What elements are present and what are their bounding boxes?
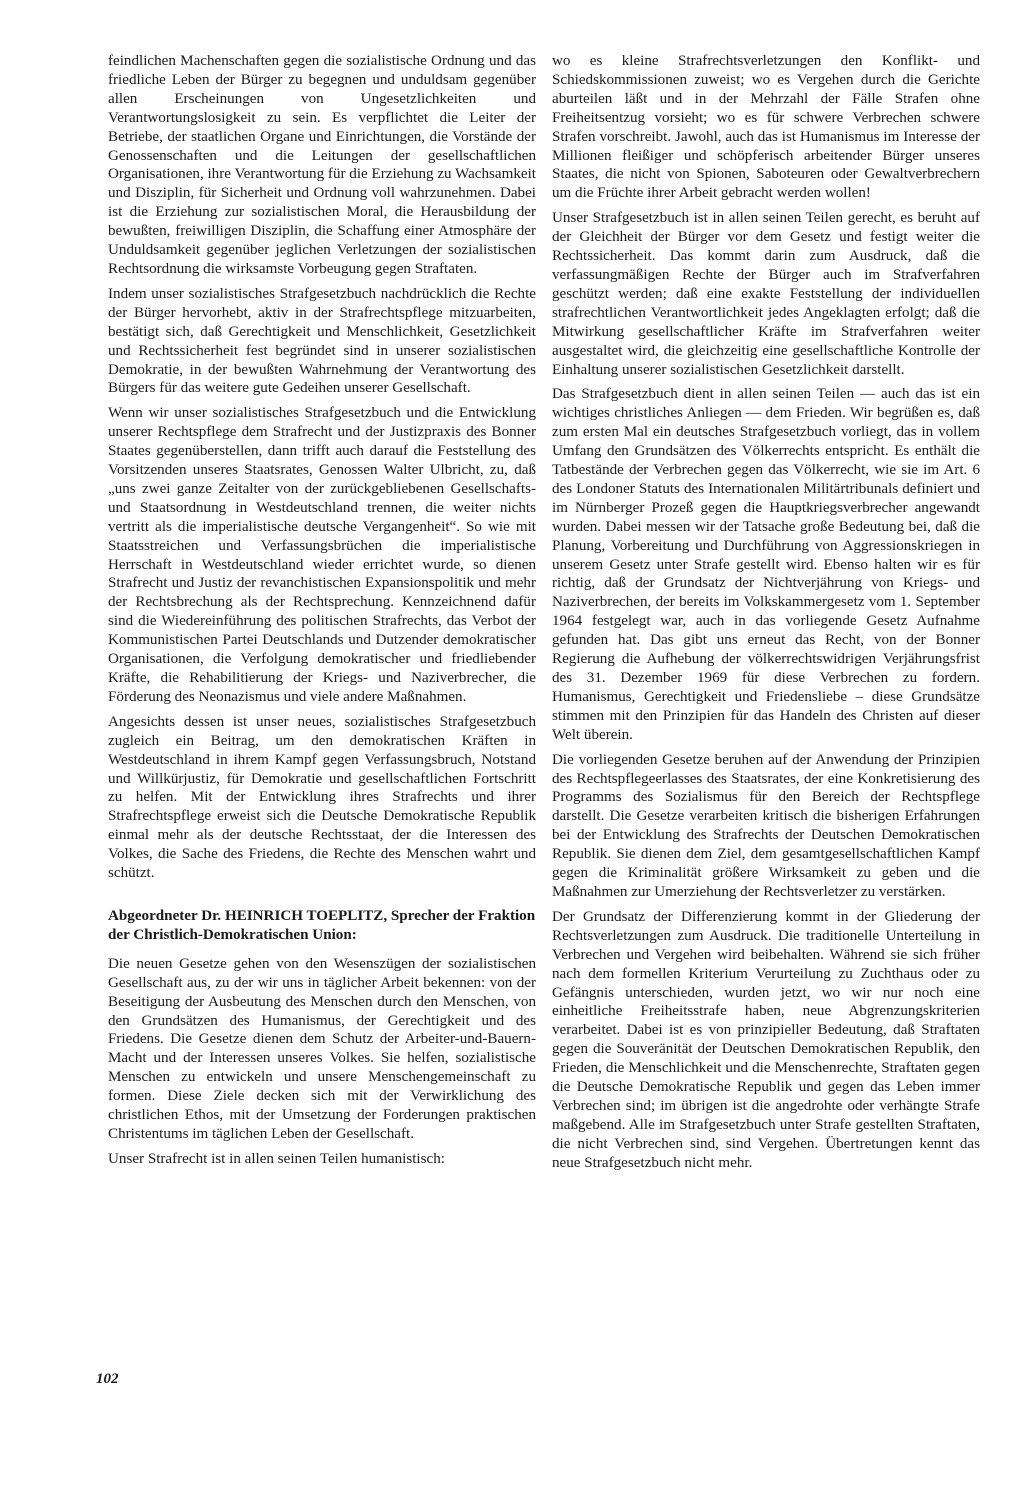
left-column — [108, 52, 536, 1175]
body-paragraph: wo es kleine Strafrechtsverletzungen den Konflikt- und Schiedskommissionen zuweist; wo es Vergehen durch die Gerichte aburteilen läßt und in der Mehrzahl der Fälle Strafen ohne Freiheitsentzug vorsieht; wo es für schwere Verbrechen schwere Strafen vorschreibt. Jawohl, auch das ist Humanismus im Interesse der Millionen fleißiger und schöpferisch arbeitender Bürger unseres Staates, die nicht von Spionen, Saboteuren oder Gewaltverbrechern um die Früchte ihrer Arbeit gebracht werden wollen! — [552, 53, 980, 202]
body-paragraph: Angesichts dessen ist unser neues, sozialistisches Strafgesetzbuch zugleich ein Beitrag, um den demokratischen Kräften in Westdeutschland in ihrem Kampf gegen Verfassungsbruch, Notstand und Willkürjustiz, für Demokratie und gesellschaftlichen Fortschritt zu helfen. Mit der Entwicklung ihres Strafrechts und ihrer Strafrechtspflege erweist sich die Deutsche Demokratische Republik einmal mehr als der deutsche Rechtsstaat, der die Interessen des Volkes, die Sache des Friedens, die Rechte des Menschen wahrt und schützt. — [108, 713, 536, 882]
body-paragraph: Der Grundsatz der Differenzierung kommt in der Gliederung der Rechtsverletzungen zum Ausdruck. Die traditionelle Unterteilung in Verbrechen und Vergehen wird beibehalten. Während sie sich früher nach dem formellen Kriterium Verurteilung zu Zuchthaus oder zu Gefängnis unterschieden, wurden jetzt, wo wir nur noch eine einheitliche Freiheitsstrafe haben, neue Abgrenzungskriterien verarbeitet. Dabei ist es von prinzipieller Bedeutung, daß Straftaten gegen die Souveränität der Deutschen Demokratischen Republik, den Frieden, die Menschlichkeit und die Menschenrechte, Straftaten gegen die Deutsche Demokratische Republik und gegen das Leben immer Verbrechen sind; im übrigen ist die angedrohte oder verhängte Strafe maßgebend. Alle im Strafgesetzbuch unter Strafe gestellten Straftaten, die nicht Verbrechen sind, sind Vergehen. Übertretungen kennt das neue Strafgesetzbuch nicht mehr. — [552, 908, 980, 1171]
body-paragraph: Die vorliegenden Gesetze beruhen auf der Anwendung der Prinzipien des Rechtspflegeerlasses des Staatsrates, der eine Konkretisierung des Programms des Sozialismus für den Bereich der Rechtspflege darstellt. Die Gesetze verarbeiten kritisch die bisherigen Erfahrungen bei der Entwicklung des Strafrechts der Deutschen Demokratischen Republik. Sie dienen dem Ziel, dem gesamtgesellschaftlichen Kampf gegen die Kriminalität größere Wirksamkeit zu geben und die Maßnahmen zur Umerziehung der Rechtsverletzer zu verstärken. — [552, 751, 980, 900]
right-column — [552, 52, 980, 1179]
body-paragraph: Indem unser sozialistisches Strafgesetzbuch nachdrücklich die Rechte der Bürger hervorhebt, aktiv in der Strafrechtspflege mitzuarbeiten, bestätigt sich, daß Gerechtigkeit und Menschlichkeit, Gesetzlichkeit und Rechtssicherheit fest begründet sind in unserer sozialistischen Demokratie, in der bewußten Wahrnehmung der Verantwortung des Bürgers für das weitere gute Gedeihen unserer Gesellschaft. — [108, 285, 536, 397]
body-paragraph: Wenn wir unser sozialistisches Strafgesetzbuch und die Entwicklung unserer Rechtspflege dem Strafrecht und der Justizpraxis des Bonner Staates gegenüberstellen, dann trifft auch darauf die Feststellung des Vorsitzenden unseres Staatsrates, Genossen Walter Ulbricht, zu, daß „uns zwei ganze Zeitalter von der zurückgebliebenen Gesellschafts- und Staatsordnung in Westdeutschland trennen, die weiter nichts vertritt als die imperialistische deutsche Vergangenheit“. So wie mit Staatsstreichen und Verfassungsbrüchen die imperialistische Herrschaft in Westdeutschland wieder errichtet wurde, so dienen Strafrecht und Justiz der revanchistischen Expansionspolitik und mehr der Rechtsbrechung als der Rechtsprechung. Kennzeichnend dafür sind die Wiedereinführung des politischen Strafrechts, das Verbot der Kommunistischen Partei Deutschlands und Dutzender demokratischer Organisationen, die Verfolgung demokratischer und friedliebender Kräfte, die Rehabilitierung der Kriegs- und Naziverbrecher, die Förderung des Neonazismus und viele andere Maßnahmen. — [108, 405, 536, 705]
body-paragraph: Unser Strafgesetzbuch ist in allen seinen Teilen gerecht, es beruht auf der Gleichheit der Bürger vor dem Gesetz und festigt weiter die Rechtssicherheit. Das kommt darin zum Ausdruck, daß die verfassungmäßigen Rechte der Bürger auch im Strafverfahren geschützt werden; daß eine exakte Feststellung der individuellen strafrechtlichen Verantwortlichkeit jedes Angeklagten erfolgt; daß die Mitwirkung gesellschaftlicher Kräfte im Strafverfahren weiter ausgestaltet wird, die gleichzeitig eine gesellschaftliche Kontrolle der Einhaltung unserer sozialistischen Gesetzlichkeit darstellt. — [552, 210, 980, 378]
page-number: 102 — [96, 1371, 119, 1387]
body-paragraph: Unser Strafrecht ist in allen seinen Teilen humanistisch: — [108, 1150, 445, 1167]
body-paragraph: feindlichen Machenschaften gegen die sozialistische Ordnung und das friedliche Leben der Bürger zu begegnen und unduldsam gegenüber allen Erscheinungen von Ungesetzlichkeiten und Verantwortungslosigkeit zu sein. Es verpflichtet die Leiter der Betriebe, der staatlichen Organe und Einrichtungen, die Vorstände der Genossenschaften und die Leitungen der gesellschaftlichen Organisationen, ihre Verantwortung für die Erziehung zu Wachsamkeit und Disziplin, für Sicherheit und Ordnung voll wahrzunehmen. Dabei ist die Erziehung zur sozialistischen Moral, die Herausbildung der bewußten, freiwilligen Disziplin, die Schaffung einer Atmosphäre der Unduldsamkeit gegenüber jeglichen Verletzungen der sozialistischen Rechtsordnung die wirksamste Vorbeugung gegen Straftaten. — [108, 53, 536, 277]
body-paragraph: Das Strafgesetzbuch dient in allen seinen Teilen — auch das ist ein wichtiges christliches Anliegen — dem Frieden. Wir begrüßen es, daß zum ersten Mal ein deutsches Strafgesetzbuch vorliegt, das in vollem Umfang den Grundsätzen des Völkerrechts entspricht. Es enthält die Tatbestände der Verbrechen gegen das Völkerrecht, wie sie im Art. 6 des Londoner Statuts des Internationalen Militärtribunals definiert und im Nürnberger Prozeß gegen die Hauptkriegsverbrecher angewandt wurden. Dabei messen wir der Tatsache große Bedeutung bei, daß die Planung, Vorbereitung und Durchführung von Aggressionskriegen in unserem Gesetz unter Strafe gestellt wird. Ebenso halten wir es für richtig, daß der Grundsatz der Nichtverjährung von Kriegs- und Naziverbrechen, der bereits im Volkskammergesetz vom 1. September 1964 festgelegt war, auch in das vorliegende Gesetz Aufnahme gefunden hat. Das gibt uns erneut das Recht, von der Bonner Regierung die Aufhebung der völkerrechtswidrigen Verjährungsfrist des 31. Dezember 1969 für diese Verbrechen zu fordern. Humanismus, Gerechtigkeit und Friedensliebe – diese Grundsätze stimmen mit den Prinzipien für das Handeln des Christen auf dieser Welt überein. — [552, 386, 980, 743]
body-paragraph: Die neuen Gesetze gehen von den Wesenszügen der sozialistischen Gesellschaft aus, zu der wir uns in täglicher Arbeit bekennen: von der Beseitigung der Ausbeutung des Menschen durch den Menschen, von den Grundsätzen des Humanismus, der Gerechtigkeit und des Friedens. Die Gesetze dienen dem Schutz der Arbeiter-und-Bauern-Macht und der Interessen unseres Volkes. Sie helfen, sozialistische Menschen zu entwickeln und unsere Menschengemeinschaft zu formen. Diese Ziele decken sich mit der Verwirklichung des christlichen Ethos, mit der Umsetzung der Forderungen praktischen Christentums im täglichen Leben der Gesellschaft. — [108, 955, 536, 1142]
speaker-heading: Abgeordneter Dr. HEINRICH TOEPLITZ, Sprecher der Fraktion der Christlich-Demokratischen Union: — [108, 907, 536, 943]
